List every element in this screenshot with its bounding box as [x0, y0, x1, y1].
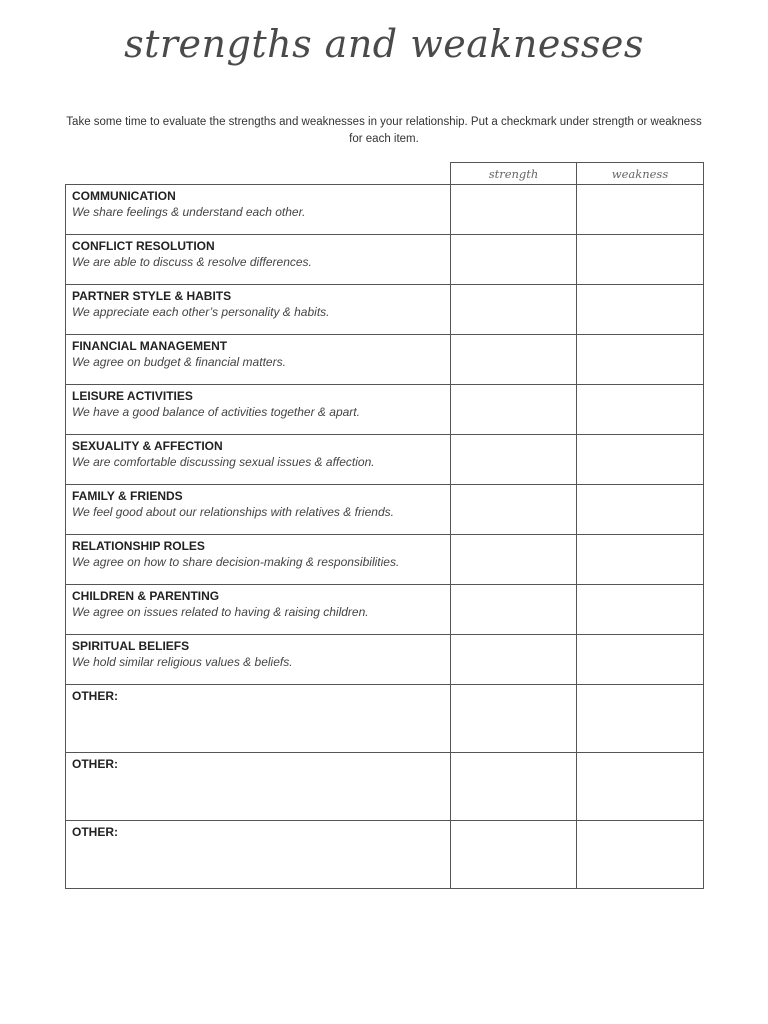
item-cell — [66, 385, 451, 435]
item-description: We agree on issues related to having & raising children. — [72, 605, 369, 619]
evaluation-table — [65, 162, 704, 889]
item-description: We are able to discuss & resolve differences. — [72, 255, 312, 269]
item-title: CONFLICT RESOLUTION — [72, 239, 215, 253]
strength-checkbox[interactable] — [451, 485, 577, 535]
weakness-checkbox[interactable] — [577, 385, 704, 435]
table-row — [66, 821, 704, 889]
weakness-checkbox[interactable] — [577, 235, 704, 285]
weakness-checkbox[interactable] — [577, 185, 704, 235]
weakness-checkbox[interactable] — [577, 821, 704, 889]
other-item-cell[interactable] — [66, 685, 451, 753]
strength-checkbox[interactable] — [451, 385, 577, 435]
table-row — [66, 535, 704, 585]
table-row — [66, 385, 704, 435]
item-title: RELATIONSHIP ROLES — [72, 539, 205, 553]
weakness-checkbox[interactable] — [577, 635, 704, 685]
instructions-text: Take some time to evaluate the strengths and weaknesses in your relationship. Put a checkmark under strength or weakness for each item. — [66, 116, 702, 145]
item-title: OTHER: — [72, 757, 118, 771]
table-row — [66, 585, 704, 635]
item-cell — [66, 435, 451, 485]
weakness-checkbox[interactable] — [577, 485, 704, 535]
strength-checkbox[interactable] — [451, 185, 577, 235]
weakness-checkbox[interactable] — [577, 335, 704, 385]
item-title: SPIRITUAL BELIEFS — [72, 639, 190, 653]
item-title: CHILDREN & PARENTING — [72, 589, 220, 603]
table-row — [66, 485, 704, 535]
strength-checkbox[interactable] — [451, 685, 577, 753]
strength-checkbox[interactable] — [451, 821, 577, 889]
strength-checkbox[interactable] — [451, 753, 577, 821]
item-description: We appreciate each other’s personality & habits. — [72, 305, 330, 319]
item-cell — [66, 535, 451, 585]
item-title: PARTNER STYLE & HABITS — [72, 289, 232, 303]
item-cell — [66, 335, 451, 385]
item-title: FINANCIAL MANAGEMENT — [72, 339, 228, 353]
strength-checkbox[interactable] — [451, 435, 577, 485]
table-row — [66, 235, 704, 285]
strength-checkbox[interactable] — [451, 235, 577, 285]
table-row — [66, 753, 704, 821]
weakness-checkbox[interactable] — [577, 685, 704, 753]
weakness-checkbox[interactable] — [577, 435, 704, 485]
item-cell — [66, 635, 451, 685]
item-description: We hold similar religious values & beliefs. — [72, 655, 293, 669]
item-cell — [66, 585, 451, 635]
table-row — [66, 285, 704, 335]
item-cell — [66, 235, 451, 285]
header-spacer — [66, 163, 451, 185]
strength-checkbox[interactable] — [451, 285, 577, 335]
table-row — [66, 635, 704, 685]
strength-checkbox[interactable] — [451, 585, 577, 635]
strength-checkbox[interactable] — [451, 335, 577, 385]
item-title: SEXUALITY & AFFECTION — [72, 439, 223, 453]
weakness-checkbox[interactable] — [577, 285, 704, 335]
item-description: We are comfortable discussing sexual issues & affection. — [72, 455, 375, 469]
other-item-cell[interactable] — [66, 821, 451, 889]
item-title: COMMUNICATION — [72, 189, 176, 203]
weakness-checkbox[interactable] — [577, 753, 704, 821]
weakness-checkbox[interactable] — [577, 535, 704, 585]
item-cell — [66, 285, 451, 335]
table-row — [66, 185, 704, 235]
strength-column-header: strength — [451, 163, 577, 185]
weakness-checkbox[interactable] — [577, 585, 704, 635]
item-description: We feel good about our relationships with relatives & friends. — [72, 505, 394, 519]
table-row — [66, 335, 704, 385]
item-description: We share feelings & understand each other. — [72, 205, 306, 219]
item-cell — [66, 185, 451, 235]
other-item-cell[interactable] — [66, 753, 451, 821]
column-header-row — [66, 163, 704, 185]
item-title: OTHER: — [72, 689, 118, 703]
item-title: LEISURE ACTIVITIES — [72, 389, 193, 403]
table-row — [66, 685, 704, 753]
item-description: We agree on budget & financial matters. — [72, 355, 286, 369]
item-title: OTHER: — [72, 825, 118, 839]
item-description: We agree on how to share decision-making & responsibilities. — [72, 555, 400, 569]
item-title: FAMILY & FRIENDS — [72, 489, 183, 503]
item-description: We have a good balance of activities together & apart. — [72, 405, 360, 419]
table-row — [66, 435, 704, 485]
page-title: strengths and weaknesses — [124, 22, 644, 66]
strength-checkbox[interactable] — [451, 635, 577, 685]
weakness-column-header: weakness — [577, 163, 704, 185]
strength-checkbox[interactable] — [451, 535, 577, 585]
item-cell — [66, 485, 451, 535]
